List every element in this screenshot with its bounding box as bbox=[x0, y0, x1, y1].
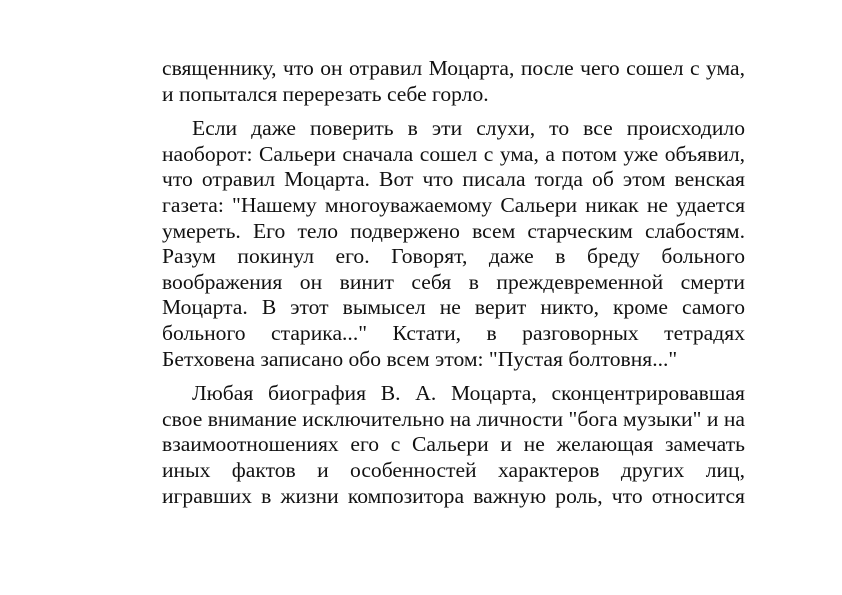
text-line: газета: "Нашему многоуважаемому Сальери никак не удается bbox=[162, 192, 745, 217]
text-line: что отравил Моцарта. Вот что писала тогда об этом венская bbox=[162, 167, 745, 192]
text-line: и попытался перерезать себе горло. bbox=[162, 81, 489, 106]
paragraph-3 bbox=[162, 381, 745, 509]
text-line: Моцарта. В этот вымысел не верит никто, кроме самого bbox=[162, 295, 745, 320]
text-line: наоборот: Сальери сначала сошел с ума, а потом уже объявил, bbox=[162, 141, 745, 166]
text-line: Бетховена записано обо всем этом: "Пустая болтовня..." bbox=[162, 346, 678, 371]
text-line: Если даже поверить в эти слухи, то все происходило bbox=[192, 116, 745, 141]
paragraph-2 bbox=[162, 116, 745, 372]
text-line: умереть. Его тело подвержено всем старческим слабостям. bbox=[162, 218, 745, 243]
body-text bbox=[162, 56, 745, 509]
text-line: игравших в жизни композитора важную роль, что относится bbox=[162, 483, 745, 508]
text-line: священнику, что он отравил Моцарта, после чего сошел с ума, bbox=[162, 56, 745, 80]
text-line: больного старика..." Кстати, в разговорных тетрадях bbox=[162, 320, 745, 345]
text-line: свое внимание исключительно на личности "бога музыки" и на bbox=[162, 406, 745, 431]
text-line: взаимоотношениях его с Сальери и не желающая замечать bbox=[162, 432, 745, 457]
paragraph-1 bbox=[162, 56, 745, 107]
text-line: иных фактов и особенностей характеров других лиц, bbox=[162, 457, 745, 482]
text-line: Любая биография В. А. Моцарта, сконцентрировавшая bbox=[192, 381, 745, 406]
text-line: Разум покинул его. Говорят, даже в бреду больного bbox=[162, 244, 745, 269]
text-line: воображения он винит себя в преждевременной смерти bbox=[162, 269, 745, 294]
